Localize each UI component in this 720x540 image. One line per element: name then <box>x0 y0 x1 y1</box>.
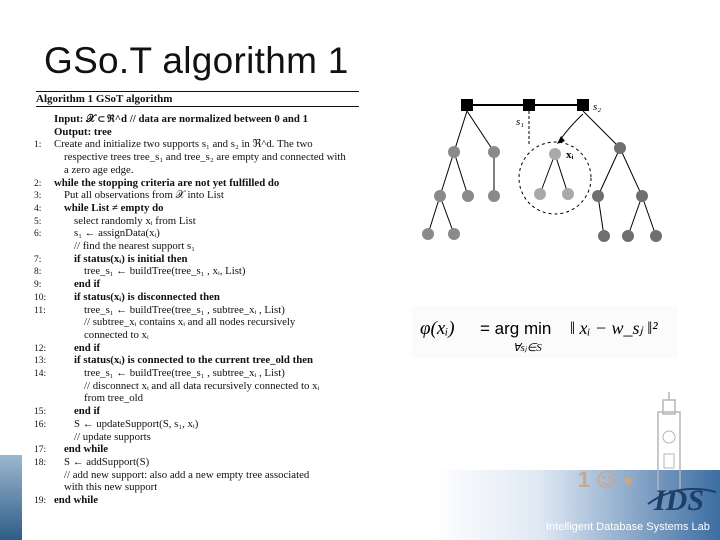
tree-diagram <box>410 86 680 266</box>
node <box>592 190 604 202</box>
line-number: 8: <box>34 267 42 278</box>
line-text: Create and initialize two supports s₁ and s₂ in ℜ^d. The two <box>54 138 313 151</box>
line-text: while the stopping criteria are not yet fulfilled do <box>54 176 280 189</box>
formula-subscript: ∀sⱼ∈S <box>513 342 542 354</box>
line-number: 12: <box>34 343 47 354</box>
line-number: 15: <box>34 407 47 418</box>
logo-graphic <box>568 392 720 522</box>
algorithm-line <box>34 456 363 469</box>
line-text: Input: 𝒳 ⊂ ℜ^d // data are normalized between 0 and 1 <box>54 113 308 125</box>
support-node-s2 <box>577 99 589 111</box>
algorithm-line <box>34 316 363 328</box>
line-text: if status(xᵢ) is disconnected then <box>74 290 220 303</box>
node <box>462 190 474 202</box>
algorithm-line <box>34 151 363 163</box>
algorithm-line <box>34 431 363 443</box>
label-s2: s₂ <box>593 101 602 113</box>
algorithm-line <box>34 202 363 215</box>
algorithm-line <box>34 240 363 252</box>
line-text: Put all observations from 𝒳 into List <box>64 189 224 202</box>
line-number: 19: <box>34 496 47 506</box>
svg-text:1: 1 <box>578 467 591 492</box>
line-text: // disconnect xᵢ and all data recursively connected to xᵢ <box>84 379 320 392</box>
line-text: // find the nearest support s₁ <box>74 240 196 252</box>
line-text: tree_s₁ ← buildTree(tree_s₁ , subtree_xᵢ , List) <box>84 367 285 379</box>
line-text: if status(xᵢ) is initial then <box>74 252 188 265</box>
algorithm-line <box>34 392 363 404</box>
support-node <box>461 99 473 111</box>
algorithm-line <box>34 329 363 341</box>
line-number: 11: <box>34 305 46 316</box>
algorithm-line <box>34 164 363 176</box>
line-text: with this new support <box>64 481 158 494</box>
label-xi: xᵢ <box>566 149 574 161</box>
algorithm-line <box>34 443 363 456</box>
node <box>488 190 500 202</box>
line-number: 7: <box>34 254 42 265</box>
slide-title: GSo.T algorithm 1 <box>44 40 349 81</box>
line-text: from tree_old <box>84 392 144 405</box>
line-number: 10: <box>34 292 47 303</box>
algorithm-line <box>34 291 363 304</box>
node-xi <box>549 148 561 160</box>
line-text: tree_s₁ ← buildTree(tree_s₁ , subtree_xᵢ , List) <box>84 303 285 316</box>
line-number: 6: <box>34 229 42 240</box>
node <box>622 230 634 242</box>
line-number: 13: <box>34 356 47 367</box>
line-text: while List ≠ empty do <box>64 201 164 214</box>
line-text: S ← addSupport(S) <box>64 455 150 468</box>
line-text: // add new support: also add a new empty tree associated <box>64 468 310 481</box>
algorithm-line <box>34 380 363 392</box>
line-number: 17: <box>34 445 47 456</box>
algorithm-line <box>34 177 363 190</box>
algorithm-box <box>28 86 369 530</box>
label-s1: s₁ <box>516 116 525 128</box>
line-text: end while <box>64 443 109 456</box>
support-node-s1 <box>523 99 535 111</box>
line-text: tree_s₁ ← buildTree(tree_s₁ , xᵢ, List) <box>84 265 246 278</box>
line-text: respective trees tree_s₁ and tree_s₂ are empty and connected with <box>64 151 346 164</box>
algorithm-line <box>34 126 363 138</box>
node <box>636 190 648 202</box>
formula-figure <box>412 306 677 358</box>
tree-figure <box>410 86 680 266</box>
svg-text:✶: ✶ <box>620 469 637 493</box>
algorithm-line <box>34 253 363 266</box>
line-text: end if <box>74 341 101 354</box>
line-number: 16: <box>34 419 47 430</box>
logo-text: IDS <box>654 484 705 517</box>
algorithm-line <box>34 138 363 151</box>
algorithm-line <box>34 265 363 278</box>
node <box>488 146 500 158</box>
line-number: 5: <box>34 216 42 227</box>
line-text: // update supports <box>74 430 151 443</box>
line-text: s₁ ← assignData(xᵢ) <box>74 227 160 240</box>
left-accent-strip <box>0 455 22 540</box>
node <box>614 142 626 154</box>
node <box>448 146 460 158</box>
line-text: a zero age edge. <box>64 163 134 176</box>
node <box>562 188 574 200</box>
formula-rhs: ‖ xᵢ − w_sⱼ ‖² <box>570 318 658 338</box>
line-text: end if <box>74 278 101 291</box>
line-number: 9: <box>34 280 42 291</box>
lab-logo <box>568 392 720 522</box>
algorithm-line <box>34 405 363 418</box>
line-number: 2: <box>34 178 42 189</box>
algorithm-line <box>34 342 363 355</box>
line-number: 4: <box>34 203 42 214</box>
line-number: 14: <box>34 369 47 379</box>
node <box>434 190 446 202</box>
line-text: S ← updateSupport(S, s₁, xᵢ) <box>74 417 199 430</box>
algorithm-line <box>34 354 363 367</box>
algorithm-line <box>34 189 363 202</box>
svg-text:☺: ☺ <box>596 468 617 492</box>
node <box>598 230 610 242</box>
line-text: // subtree_xᵢ contains xᵢ and all nodes recursively <box>84 316 296 329</box>
line-number: 18: <box>34 457 47 468</box>
line-text: end while <box>54 494 99 506</box>
algorithm-line <box>34 367 363 380</box>
algorithm-line <box>34 227 363 240</box>
algorithm-line <box>34 481 363 493</box>
line-text: select randomly xᵢ from List <box>74 214 196 227</box>
node <box>422 228 434 240</box>
algorithm-line <box>34 278 363 291</box>
formula-svg <box>412 306 677 358</box>
line-number: 1: <box>34 140 42 151</box>
algorithm-line <box>34 113 363 125</box>
node <box>448 228 460 240</box>
algorithm-header: Algorithm 1 GSoT algorithm <box>36 91 359 107</box>
algorithm-line <box>34 215 363 228</box>
line-text: end if <box>74 405 101 418</box>
line-text: connected to xᵢ <box>84 328 149 341</box>
formula-lhs: φ(xᵢ) <box>420 318 455 339</box>
line-text: Output: tree <box>54 125 112 138</box>
line-number: 3: <box>34 191 42 202</box>
node <box>650 230 662 242</box>
footer-lab-name: Intelligent Database Systems Lab <box>546 521 710 533</box>
line-text: if status(xᵢ) is connected to the current tree_old then <box>74 354 314 367</box>
algorithm-line <box>34 304 363 317</box>
node <box>534 188 546 200</box>
algorithm-line <box>34 469 363 481</box>
algorithm-line <box>34 494 363 507</box>
formula-operator: = arg min <box>480 319 552 338</box>
algorithm-line <box>34 418 363 431</box>
